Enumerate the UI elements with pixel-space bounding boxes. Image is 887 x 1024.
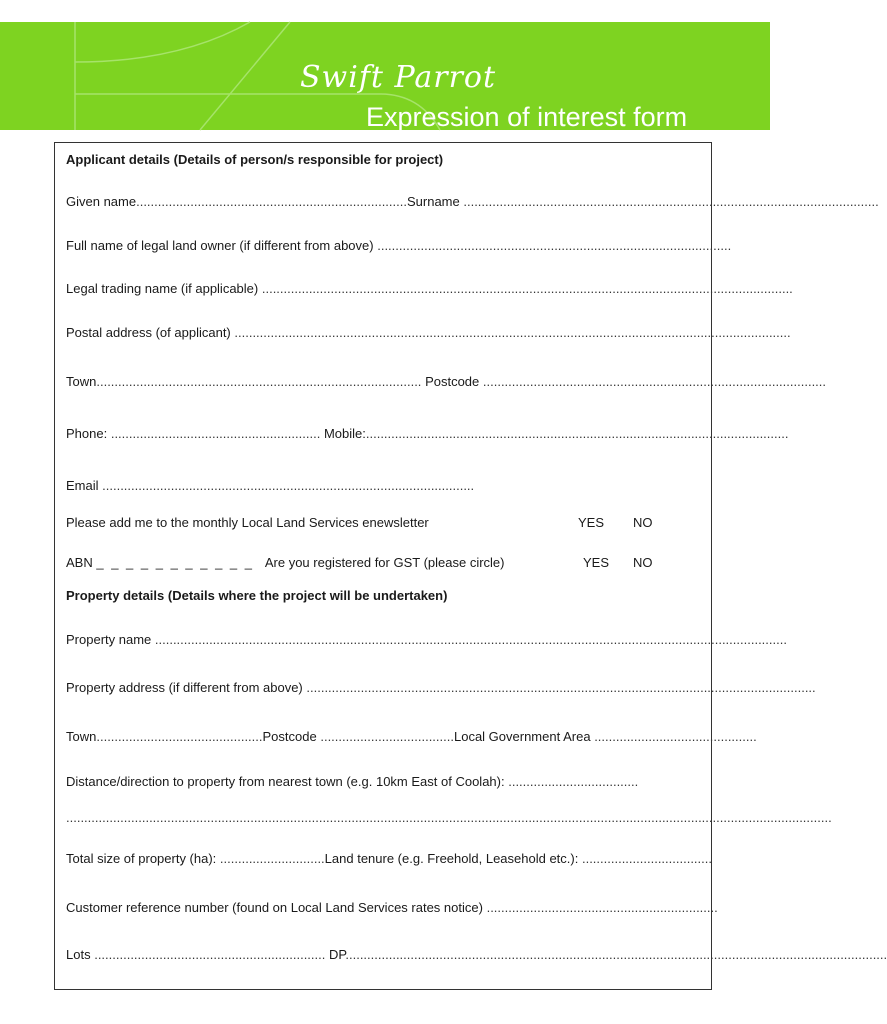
email-field[interactable]: ....................................................................................................... (102, 478, 475, 493)
property-name-field[interactable]: ............................................................................................................................................................................... (154, 632, 787, 647)
abn-field[interactable]: _ _ _ _ _ _ _ _ _ _ _ (96, 555, 255, 570)
distance-field[interactable]: .................................... (508, 774, 639, 789)
trading-name-row (66, 281, 793, 297)
abn-row (66, 555, 566, 571)
applicant-heading: Applicant details (Details of person/s responsible for project) (66, 152, 444, 167)
lots-dp-row (66, 947, 887, 963)
header-banner (0, 22, 770, 130)
surname-label: Surname (406, 194, 460, 209)
legal-owner-row (66, 238, 732, 254)
phone-label: Phone: (66, 426, 108, 441)
given-name-field[interactable]: ........................................................................... (136, 194, 407, 209)
customer-ref-field[interactable]: ................................................................ (486, 900, 718, 915)
distance-label: Distance/direction to property from nearest town (e.g. 10km East of Coolah): (66, 774, 505, 789)
legal-owner-field[interactable]: .................................................................................................. (377, 238, 732, 253)
mobile-label: Mobile: (323, 426, 366, 441)
form-title: Expression of interest form (366, 102, 688, 132)
postal-address-row (66, 325, 791, 341)
phone-row (66, 426, 789, 442)
distance-continuation-row (66, 810, 832, 826)
property-postcode-label: Postcode (262, 729, 317, 744)
land-tenure-label: Land tenure (e.g. Freehold, Leasehold etc.): (324, 851, 579, 866)
distance-row (66, 774, 712, 790)
property-name-row (66, 632, 787, 648)
given-name-label: Given name (66, 194, 137, 209)
postal-address-label: Postal address (of applicant) (66, 325, 231, 340)
postcode-field[interactable]: ............................................................................................... (482, 374, 827, 389)
property-postcode-field[interactable]: ..................................... (320, 729, 454, 744)
postal-address-field[interactable]: .......................................................................................................................................................... (234, 325, 791, 340)
newsletter-label: Please add me to the monthly Local Land Services enewsletter (66, 515, 429, 530)
customer-ref-label: Customer reference number (found on Local Land Services rates notice) (66, 900, 483, 915)
newsletter-yes-option[interactable]: YES (578, 515, 605, 530)
distance-continuation-field[interactable]: .................................................................................................................................................................................................................... (66, 810, 832, 825)
property-name-label: Property name (66, 632, 152, 647)
town2-row (66, 729, 757, 745)
gst-yes-option[interactable]: YES (583, 555, 610, 570)
phone-field[interactable]: .......................................................... (110, 426, 321, 441)
property-town-label: Town (66, 729, 97, 744)
customer-ref-row (66, 900, 718, 916)
email-label: Email (66, 478, 99, 493)
size-tenure-row (66, 851, 712, 867)
dp-label: DP (328, 947, 346, 962)
newsletter-no-option[interactable]: NO (633, 515, 653, 530)
lots-field[interactable]: ................................................................ (94, 947, 326, 962)
property-address-row (66, 680, 816, 696)
email-row (66, 478, 712, 494)
property-town-field[interactable]: .............................................. (96, 729, 263, 744)
gst-label: Are you registered for GST (please circle) (264, 555, 505, 570)
mobile-field[interactable]: ..................................................................................................................... (365, 426, 789, 441)
postcode-label: Postcode (425, 374, 480, 389)
total-size-field[interactable]: ............................. (219, 851, 325, 866)
abn-label: ABN (66, 555, 93, 570)
land-tenure-field[interactable]: .................................... (581, 851, 712, 866)
trading-name-label: Legal trading name (if applicable) (66, 281, 259, 296)
surname-field[interactable]: ................................................................................................................... (463, 194, 879, 209)
legal-owner-label: Full name of legal land owner (if different from above) (66, 238, 374, 253)
town-field[interactable]: .......................................................................................... (96, 374, 422, 389)
given-name-row (66, 194, 879, 210)
program-logo-title: Swift Parrot (300, 60, 497, 95)
lga-label: Local Government Area (453, 729, 591, 744)
property-address-label: Property address (if different from above) (66, 680, 303, 695)
gst-no-option[interactable]: NO (633, 555, 653, 570)
dp-field[interactable]: ...................................................................................................................................................... (345, 947, 887, 962)
town-row (66, 374, 827, 390)
town-label: Town (66, 374, 97, 389)
total-size-label: Total size of property (ha): (66, 851, 217, 866)
property-address-field[interactable]: ............................................................................................................................................. (306, 680, 816, 695)
property-heading: Property details (Details where the project will be undertaken) (66, 588, 448, 603)
lots-label: Lots (66, 947, 91, 962)
lga-field[interactable]: ............................................. (594, 729, 757, 744)
trading-name-field[interactable]: ................................................................................................................................................... (261, 281, 793, 296)
